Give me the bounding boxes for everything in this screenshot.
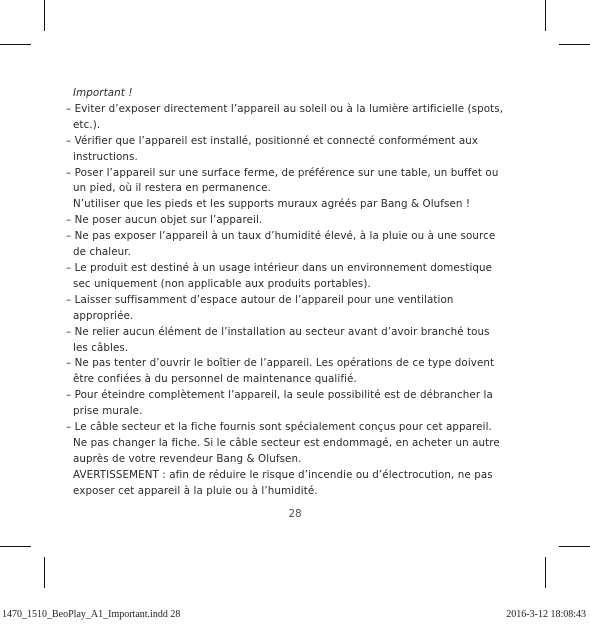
list-item: – Le câble secteur et la fiche fournis sont spécialement conçus pour cet appareil. Ne pas changer la fiche. Si le câble secteur est endommagé, en acheter un autre auprès de votre revendeur Bang & Olufsen. — [66, 421, 500, 465]
note-paragraph: AVERTISSEMENT : afin de réduire le risque d’incendie ou d’électrocution, ne pas exposer cet appareil à la pluie ou à l’humidité. — [73, 468, 493, 497]
slug-timestamp: 2016-3-12 18:08:43 — [506, 609, 586, 620]
list-item: – Laisser suffisamment d’espace autour de l’appareil pour une ventilation appropriée. — [66, 293, 454, 322]
section-heading: Important ! — [73, 87, 133, 99]
crop-mark-top-right-vertical — [545, 0, 546, 31]
safety-text-block — [66, 86, 506, 500]
list-item: – Ne relier aucun élément de l’installation au secteur avant d’avoir branché tous les câbles. — [66, 325, 490, 354]
list-item: – Ne poser aucun objet sur l’appareil. — [66, 214, 263, 227]
paragraph-list — [66, 102, 506, 500]
crop-mark-top-left-horizontal — [0, 44, 31, 45]
page-number: 28 — [288, 508, 302, 520]
crop-mark-top-left-vertical — [44, 0, 45, 31]
list-item: – Ne pas exposer l’appareil à un taux d’humidité élevé, à la pluie ou à une source de chaleur. — [66, 230, 496, 259]
crop-mark-bottom-right-horizontal — [559, 546, 590, 547]
list-item: – Pour éteindre complètement l’appareil, la seule possibilité est de débrancher la prise murale. — [66, 389, 493, 418]
list-item: – Vérifier que l’appareil est installé, positionné et connecté conformément aux instructions. — [66, 134, 479, 163]
list-item: – Eviter d’exposer directement l’appareil au soleil ou à la lumière artificielle (spots, etc.). — [66, 102, 504, 131]
list-item: – Poser l’appareil sur une surface ferme, de préférence sur une table, un buffet ou un pied, où il restera en permanence. — [66, 166, 499, 195]
list-item: – Le produit est destiné à un usage intérieur dans un environnement domestique sec uniquement (non applicable aux produits portables). — [66, 261, 493, 290]
crop-mark-bottom-left-horizontal — [0, 546, 31, 547]
slug-filename: 1470_1510_BeoPlay_A1_Important.indd 28 — [2, 609, 181, 620]
crop-mark-bottom-left-vertical — [44, 557, 45, 588]
crop-mark-bottom-right-vertical — [545, 557, 546, 588]
note-paragraph: N’utiliser que les pieds et les supports muraux agréés par Bang & Olufsen ! — [73, 198, 471, 211]
crop-mark-top-right-horizontal — [559, 44, 590, 45]
list-item: – Ne pas tenter d’ouvrir le boîtier de l’appareil. Les opérations de ce type doivent être confiées à du personnel de maintenance qualifié. — [66, 357, 495, 386]
